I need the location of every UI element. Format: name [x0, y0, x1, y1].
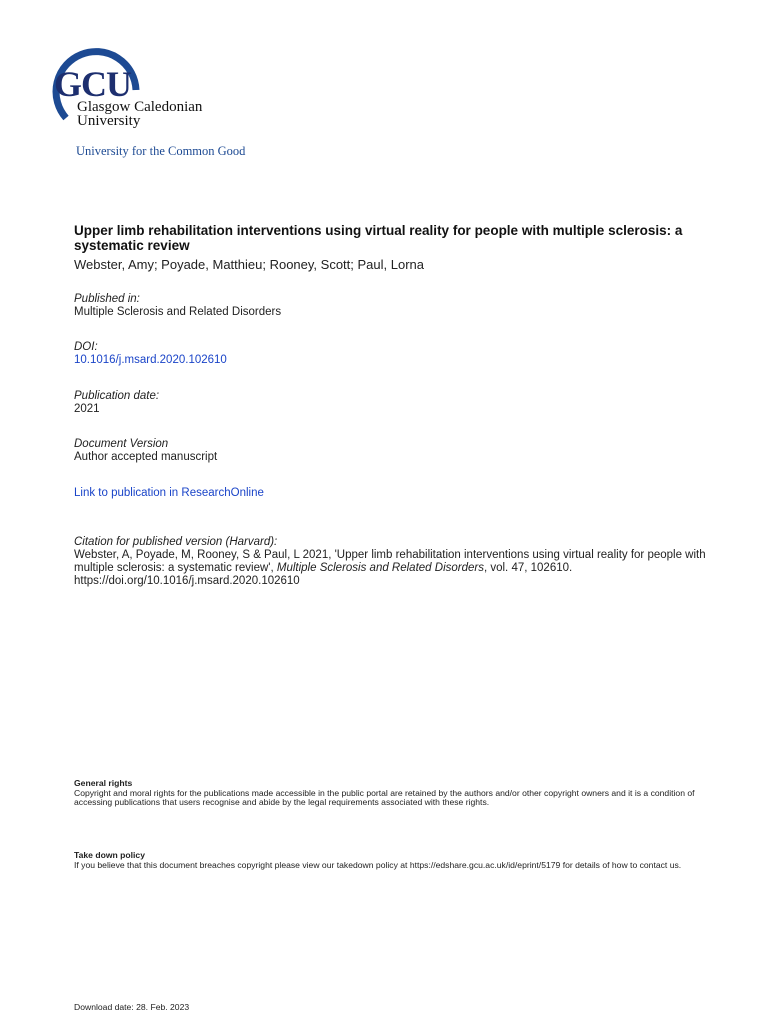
citation-journal: Multiple Sclerosis and Related Disorders [276, 562, 484, 574]
publication-date-label: Publication date: [74, 390, 160, 402]
document-title: Upper limb rehabilitation interventions using virtual reality for people with multiple sclerosis: a systematic review [74, 223, 683, 253]
document-version-label: Document Version [74, 438, 169, 450]
takedown-policy-heading: Take down policy [74, 850, 145, 860]
logo-abbreviation: GCU [54, 64, 131, 104]
download-date: Download date: 28. Feb. 2023 [74, 1002, 190, 1012]
logo-name-line2: University [77, 113, 141, 129]
citation-label: Citation for published version (Harvard): [74, 536, 278, 548]
publication-date-value: 2021 [74, 403, 100, 415]
published-in-value: Multiple Sclerosis and Related Disorders [74, 306, 282, 318]
general-rights-text: Copyright and moral rights for the publications made accessible in the public portal are retained by the authors and/or other copyright owners and it is a condition of accessing publications that users recognise and abide by the legal requirements associated with these rights. [74, 787, 695, 807]
takedown-policy-text: If you believe that this document breaches copyright please view our takedown policy at https://edshare.gcu.ac.uk/id/eprint/5179 for details of how to contact us. [74, 859, 682, 870]
research-online-section [74, 487, 714, 500]
publication-date-section [74, 390, 714, 416]
citation-part2: , vol. 47, 102610. https://doi.org/10.1016/j.msard.2020.102610 [74, 562, 573, 587]
document-authors: Webster, Amy; Poyade, Matthieu; Rooney, Scott; Paul, Lorna [74, 257, 424, 272]
citation-section [74, 536, 714, 588]
doi-section [74, 341, 714, 367]
document-version-value: Author accepted manuscript [74, 451, 218, 463]
general-rights-heading: General rights [74, 778, 133, 788]
university-logo [44, 40, 224, 140]
takedown-policy-section [74, 851, 724, 870]
published-in-label: Published in: [74, 293, 140, 305]
document-version-section [74, 438, 714, 464]
doi-link[interactable]: 10.1016/j.msard.2020.102610 [74, 354, 227, 366]
logo-name-line1: Glasgow Caledonian [77, 99, 203, 115]
doi-label: DOI: [74, 341, 98, 353]
research-online-link[interactable]: Link to publication in ResearchOnline [74, 487, 264, 499]
general-rights-section [74, 779, 724, 808]
citation-part1: Webster, A, Poyade, M, Rooney, S & Paul, L 2021, 'Upper limb rehabilitation interventions using virtual reality for people with multiple sclerosis: a systematic review', [74, 549, 706, 574]
logo-tagline: University for the Common Good [76, 144, 246, 158]
published-in-section [74, 293, 714, 319]
citation-text [74, 549, 714, 588]
